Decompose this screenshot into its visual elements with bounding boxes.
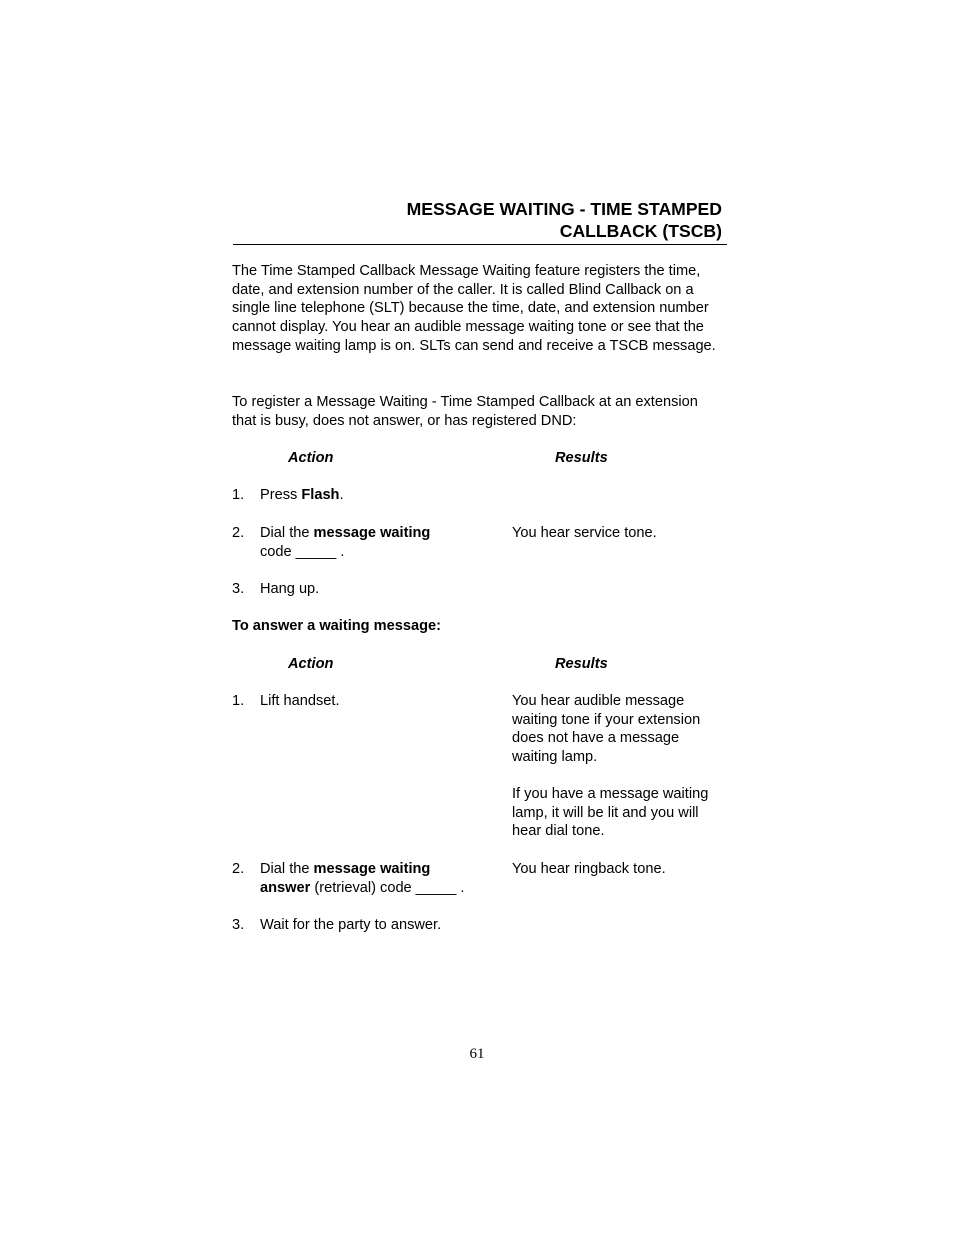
register-step-2-result: You hear service tone. (512, 525, 657, 541)
page-title (232, 198, 722, 242)
register-step-3-number: 3. (232, 581, 245, 597)
intro-paragraph-2: To register a Message Waiting - Time Stamped Callback at an extension that is busy, does not answer, or has registered DND: (232, 394, 698, 429)
answer-step-2-result: You hear ringback tone. (512, 861, 666, 877)
intro-paragraph-1: The Time Stamped Callback Message Waiting feature registers the time, date, and extension number of the caller. It is called Blind Callback on a single line telephone (SLT) because the time, date, and extension number cannot display. You hear an audible message waiting tone or see that the message waiting lamp is on. SLTs can send and receive a TSCB message. (232, 263, 716, 354)
answer-step-1-result-1: You hear audible message waiting tone if your extension does not have a message waiting lamp. (512, 693, 701, 766)
page-number: 61 (469, 1046, 485, 1062)
register-step-1-action (260, 486, 500, 505)
register-step-3-action: Hang up. (260, 581, 320, 597)
message-waiting-code-label: message waiting (313, 525, 431, 541)
page-title-line-1: MESSAGE WAITING - TIME STAMPED (406, 199, 722, 219)
page-title-line-2: CALLBACK (TSCB) (559, 221, 722, 241)
answer-step-1-result-2: If you have a message waiting lamp, it will be lit and you will hear dial tone. (512, 786, 709, 840)
register-step-2-action (260, 524, 500, 561)
register-results-header: Results (555, 450, 608, 466)
answer-action-header: Action (288, 656, 334, 672)
answer-step-2-action-pre: Dial the (260, 861, 314, 877)
register-step-1-number: 1. (232, 487, 245, 503)
flash-key-label: Flash (301, 487, 340, 503)
answer-label: answer (260, 879, 311, 896)
title-divider (233, 244, 727, 245)
answer-section-heading: To answer a waiting message: (232, 618, 441, 634)
answer-step-2-action (260, 860, 500, 897)
register-step-2-number: 2. (232, 525, 245, 541)
answer-step-3-action: Wait for the party to answer. (260, 917, 442, 933)
register-step-1-action-post: . (339, 487, 344, 503)
register-action-header: Action (288, 450, 334, 466)
register-step-1-action-pre: Press (260, 487, 302, 503)
answer-step-3-number: 3. (232, 917, 245, 933)
message-waiting-label: message waiting (313, 861, 431, 877)
register-step-2-action-pre: Dial the (260, 525, 314, 541)
register-step-2-action-line-2: code _____ . (260, 543, 345, 560)
answer-step-1-action: Lift handset. (260, 693, 340, 709)
answer-step-2-number: 2. (232, 861, 245, 877)
answer-step-2-action-post: (retrieval) code _____ . (310, 879, 465, 896)
answer-step-1-number: 1. (232, 693, 245, 709)
answer-results-header: Results (555, 656, 608, 672)
